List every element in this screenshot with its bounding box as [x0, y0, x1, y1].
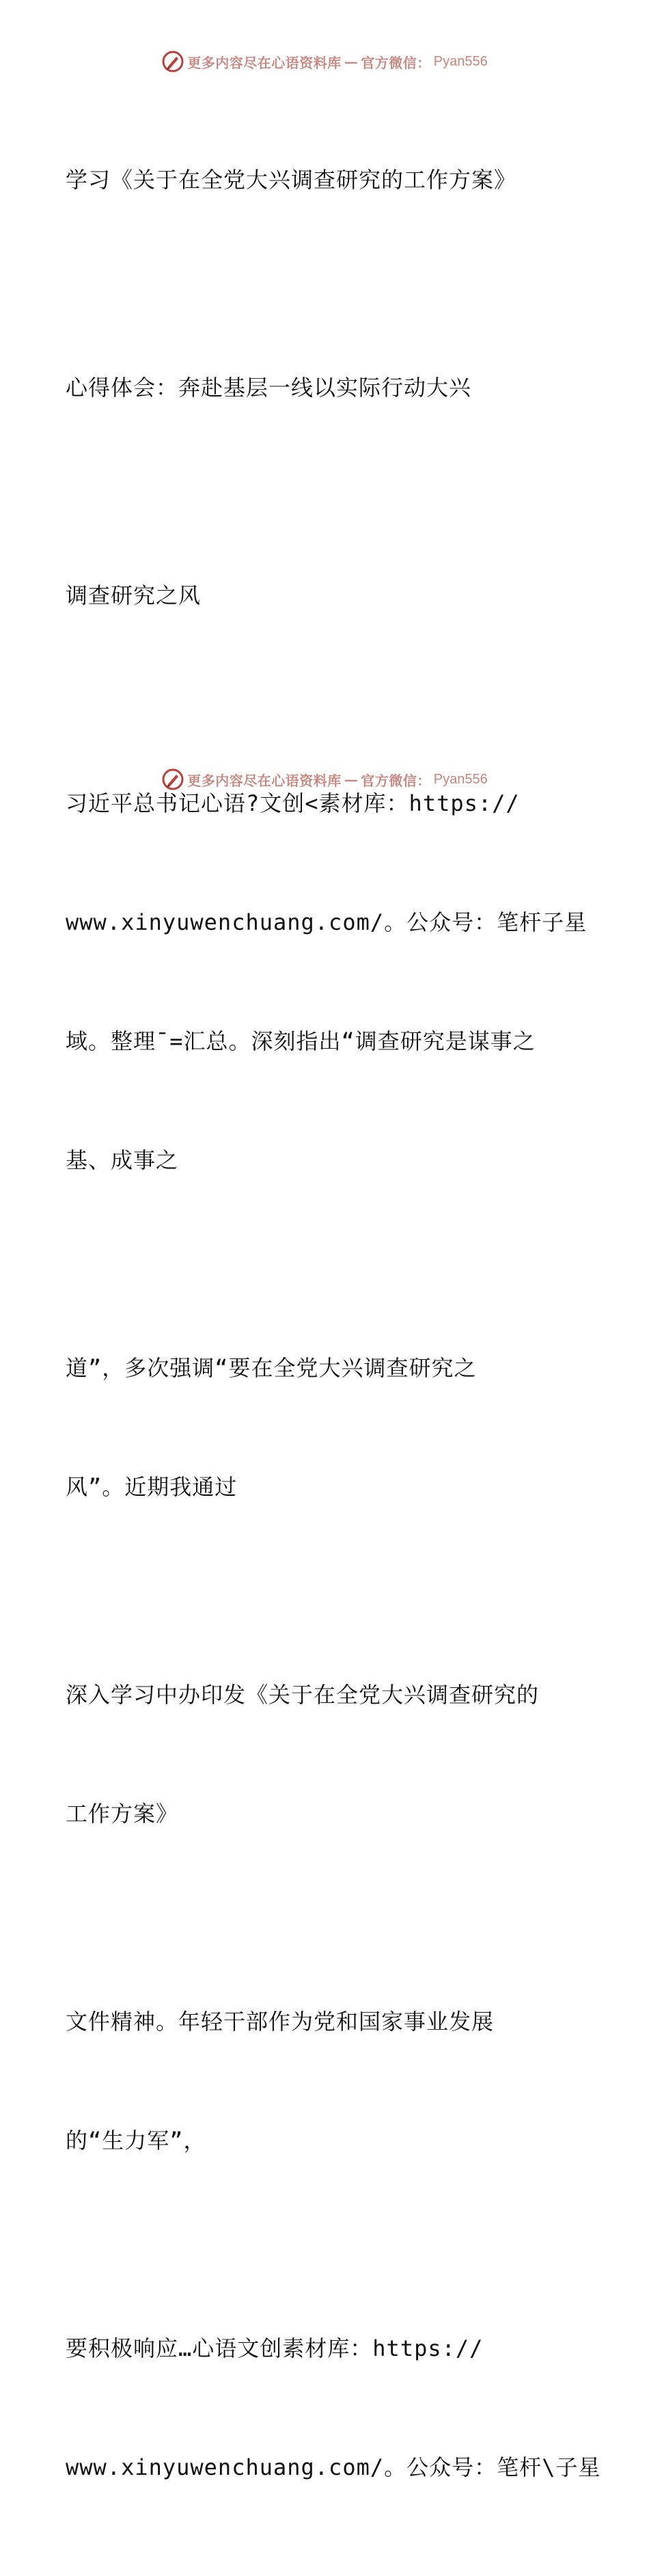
text-line: 的“生力军”， — [66, 2128, 206, 2154]
header-banner-inner — [161, 50, 487, 73]
text-line: 要积极响应…心语文创素材库：https:// — [66, 2335, 484, 2361]
footer-banner-separator: — — [344, 771, 359, 788]
pen-logo-icon — [161, 50, 184, 73]
text-line: www.xinyuwenchuang.com/。公众号：笔杆\子星 — [66, 2454, 601, 2480]
header-banner-wechat-label: 官方微信： — [361, 54, 431, 71]
body-paragraph-4 — [66, 1922, 605, 2240]
footer-banner-inner — [161, 768, 487, 791]
header-banner-separator: — — [344, 53, 359, 70]
subtitle-paragraph-cont — [66, 496, 605, 695]
text-line: www.xinyuwenchuang.com/。公众号：笔杆子星 — [66, 909, 588, 935]
text-line: 学习《关于在全党大兴调查研究的工作方案》 — [66, 167, 517, 193]
text-line: 域。整理¯=汇总。深刻指出“调查研究是谋事之 — [66, 1028, 536, 1054]
title-paragraph — [66, 81, 605, 279]
text-line: 基、成事之 — [66, 1147, 179, 1173]
footer-banner-text: 更多内容尽在心语资料库 — [187, 772, 342, 789]
subtitle-paragraph — [66, 289, 605, 487]
header-banner — [0, 48, 649, 75]
header-banner-wechat-id: Pyan556 — [433, 53, 488, 69]
text-line: 工作方案》 — [66, 1801, 179, 1827]
body-paragraph-3 — [66, 1596, 605, 1913]
text-line: 调查研究之风 — [66, 582, 202, 608]
text-line: 深入学习中办印发《关于在全党大兴调查研究的 — [66, 1682, 540, 1708]
text-line: 风”。近期我通过 — [66, 1474, 238, 1500]
footer-banner-wechat-id: Pyan556 — [433, 771, 488, 787]
pen-logo-icon — [161, 768, 184, 791]
document-body — [66, 81, 605, 2576]
text-line: 道”，多次强调“要在全党大兴调查研究之 — [66, 1355, 477, 1381]
footer-banner — [0, 766, 649, 793]
text-line: 心得体会：奔赴基层一线以实际行动大兴 — [66, 375, 472, 401]
text-line: 文件精神。年轻干部作为党和国家事业发展 — [66, 2009, 495, 2035]
text-line: 习近平总书记心语?文创<素材库：https:// — [66, 790, 520, 816]
body-paragraph-2 — [66, 1269, 605, 1586]
header-banner-text: 更多内容尽在心语资料库 — [187, 54, 342, 71]
footer-banner-wechat-label: 官方微信： — [361, 772, 431, 789]
body-paragraph-5 — [66, 2249, 605, 2566]
